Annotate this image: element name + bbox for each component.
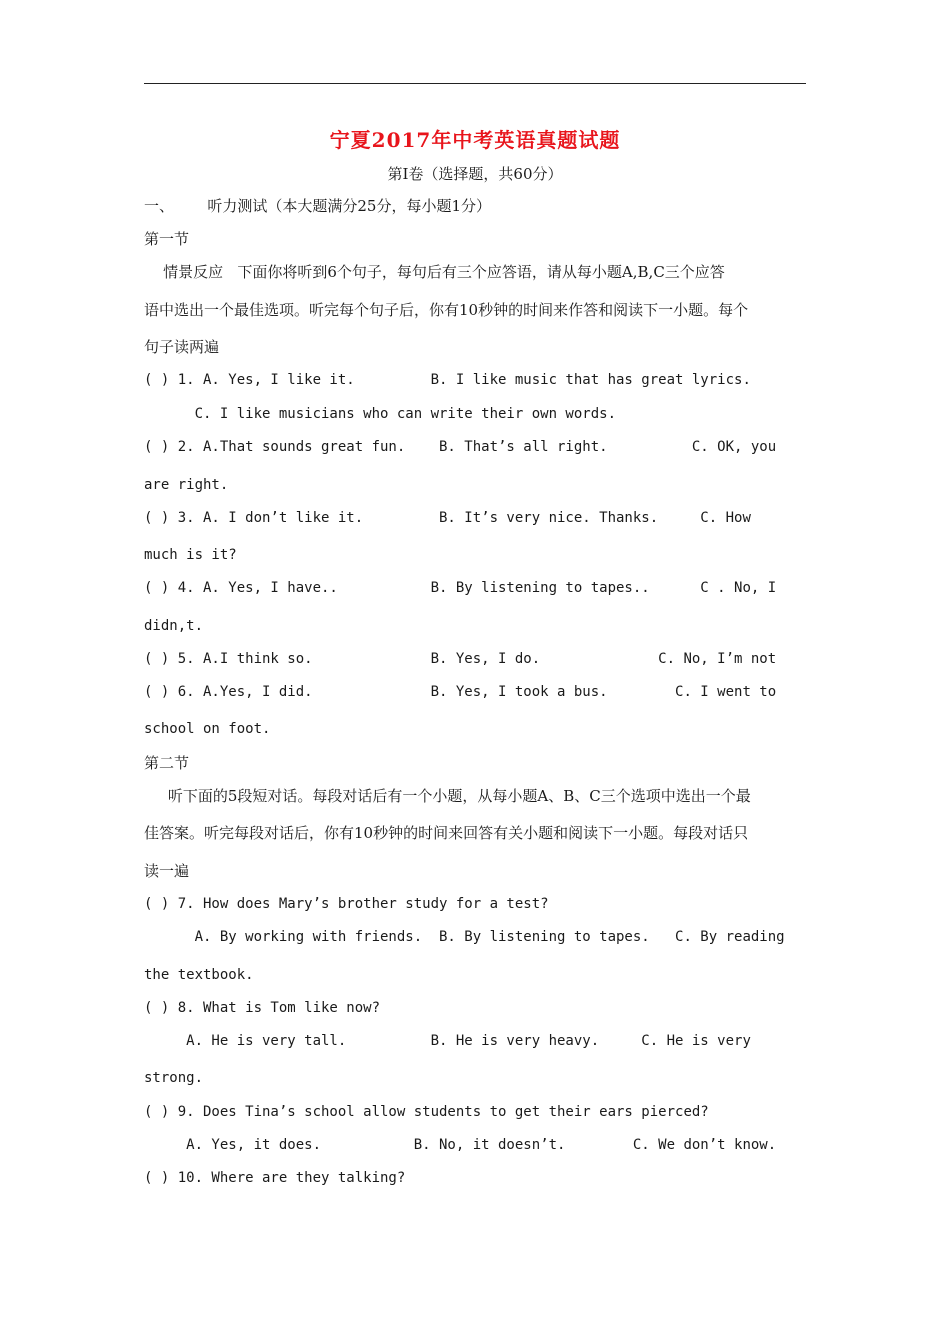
option-line: A. Yes, it does. B. No, it doesn’t. C. We don’t know. bbox=[144, 1137, 777, 1153]
question-line: ( ) 9. Does Tina’s school allow students to get their ears pierced? bbox=[144, 1104, 709, 1120]
question-line: ( ) 8. What is Tom like now? bbox=[144, 1000, 381, 1016]
page-subtitle: 第Ⅰ卷（选择题，共60分） bbox=[387, 165, 563, 183]
option-line: A. By working with friends. B. By listening to tapes. C. By reading bbox=[144, 929, 785, 945]
option-line: C. I like musicians who can write their own words. bbox=[144, 406, 617, 422]
instruction-line: 语中选出一个最佳选项。听完每个句子后，你有10秒钟的时间来作答和阅读下一小题。每个 bbox=[144, 301, 749, 319]
option-line: A. He is very tall. B. He is very heavy. C. He is very bbox=[144, 1033, 751, 1049]
page-title: 宁夏2017年中考英语真题试题 bbox=[329, 128, 621, 152]
option-line: the textbook. bbox=[144, 967, 254, 983]
option-line: are right. bbox=[144, 477, 229, 493]
question-line: ( ) 4. A. Yes, I have.. B. By listening to tapes.. C . No, I bbox=[144, 580, 777, 596]
header-rule bbox=[144, 83, 806, 84]
question-line: ( ) 10. Where are they talking? bbox=[144, 1170, 406, 1186]
option-line: school on foot. bbox=[144, 721, 271, 737]
option-line: didn,t. bbox=[144, 618, 204, 634]
instruction-line: 听下面的5段短对话。每段对话后有一个小题，从每小题A、B、C三个选项中选出一个最 bbox=[144, 787, 751, 805]
instruction-line: 情景反应 下面你将听到6个句子，每句后有三个应答语，请从每小题A,B,C三个应答 bbox=[144, 263, 725, 281]
instruction-line: 佳答案。听完每段对话后，你有10秒钟的时间来回答有关小题和阅读下一小题。每段对话只 bbox=[144, 824, 749, 842]
part-heading: 第二节 bbox=[144, 754, 190, 772]
option-line: much is it? bbox=[144, 547, 237, 563]
question-line: ( ) 7. How does Mary’s brother study for a test? bbox=[144, 896, 549, 912]
part-heading: 第一节 bbox=[144, 230, 190, 248]
question-line: ( ) 5. A.I think so. B. Yes, I do. C. No, I’m not bbox=[144, 651, 777, 667]
question-line: ( ) 3. A. I don’t like it. B. It’s very nice. Thanks. C. How bbox=[144, 510, 751, 526]
instruction-line: 句子读两遍 bbox=[144, 338, 220, 356]
question-line: ( ) 2. A.That sounds great fun. B. That’s all right. C. OK, you bbox=[144, 439, 777, 455]
option-line: strong. bbox=[144, 1070, 204, 1086]
question-line: ( ) 6. A.Yes, I did. B. Yes, I took a bus. C. I went to bbox=[144, 684, 777, 700]
question-line: ( ) 1. A. Yes, I like it. B. I like music that has great lyrics. bbox=[144, 372, 751, 388]
instruction-line: 读一遍 bbox=[144, 862, 190, 880]
section-heading: 一、 听力测试（本大题满分25分，每小题1分） bbox=[144, 197, 492, 215]
